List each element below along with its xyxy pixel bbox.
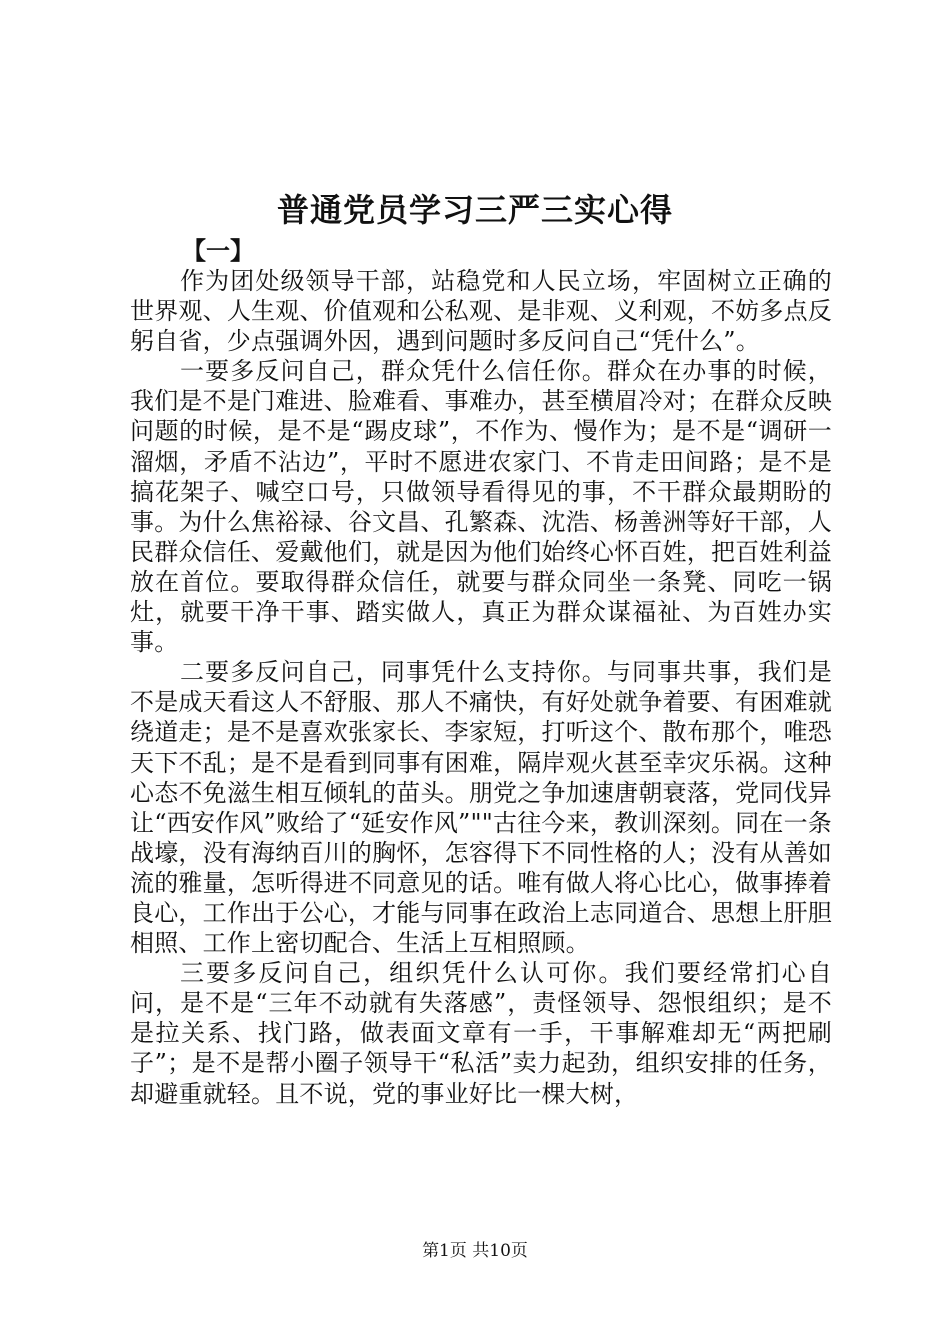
paragraph-intro: 作为团处级领导干部，站稳党和人民立场，牢固树立正确的世界观、人生观、价值观和公私观、是非观、义利观，不妨多点反躬自省，少点强调外因，遇到问题时多反问自己“凭什么”。 — [130, 267, 832, 356]
page-footer: 第1页 共10页 — [422, 1241, 528, 1261]
document-body — [130, 266, 832, 1109]
paragraph-colleagues: 二要多反问自己，同事凭什么支持你。与同事共事，我们是不是成天看这人不舒服、那人不痛快，有好处就争着要、有困难就绕道走；是不是喜欢张家长、李家短，打听这个、散布那个，唯恐天下不乱；是不是看到同事有困难，隔岸观火甚至幸灾乐祸。这种心态不免滋生相互倾轧的苗头。朋党之争加速唐朝衰落，党同伐异让“西安作风”败给了“延安作风”""古往今来，教训深刻。同在一条战壕，没有海纳百川的胸怀，怎容得下不同性格的人；没有从善如流的雅量，怎听得进不同意见的话。唯有做人将心比心，做事捧着良心，工作出于公心，才能与同事在政治上志同道合、思想上肝胆相照、工作上密切配合、生活上互相照顾。 — [130, 658, 832, 958]
paragraph-masses: 一要多反问自己，群众凭什么信任你。群众在办事的时候，我们是不是门难进、脸难看、事难办，甚至横眉冷对；在群众反映问题的时候，是不是“踢皮球”，不作为、慢作为；是不是“调研一溜烟，矛盾不沾边”，平时不愿进农家门、不肯走田间路；是不是搞花架子、喊空口号，只做领导看得见的事，不干群众最期盼的事。为什么焦裕禄、谷文昌、孔繁森、沈浩、杨善洲等好干部，人民群众信任、爱戴他们，就是因为他们始终心怀百姓，把百姓利益放在首位。要取得群众信任，就要与群众同坐一条凳、同吃一锅灶，就要干净干事、踏实做人，真正为群众谋福祉、为百姓办实事。 — [130, 357, 832, 657]
document-title: 普通党员学习三严三实心得 — [276, 191, 673, 229]
section-heading: 【一】 — [182, 236, 254, 265]
paragraph-organization: 三要多反问自己，组织凭什么认可你。我们要经常扪心自问，是不是“三年不动就有失落感”，责怪领导、怨恨组织；是不是拉关系、找门路，做表面文章有一手，干事解难却无“两把刷子”；是不是帮小圈子领导干“私活”卖力起劲，组织安排的任务，却避重就轻。且不说，党的事业好比一棵大树， — [130, 959, 832, 1108]
